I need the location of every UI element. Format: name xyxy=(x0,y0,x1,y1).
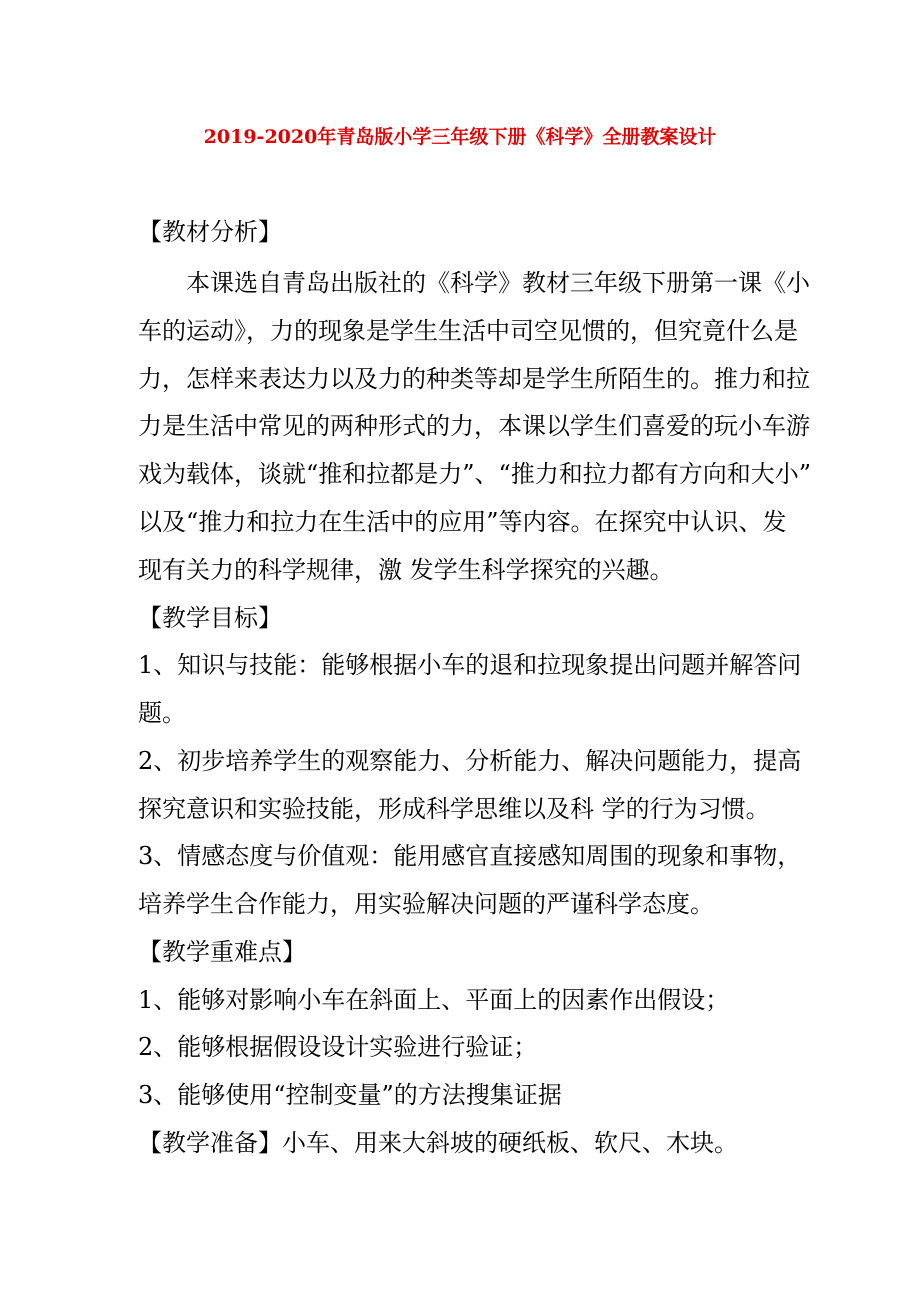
paragraph-line: 车的运动》，力的现象是学生生活中司空见惯的，但究竟什么是 xyxy=(138,317,798,345)
section-preparation: 【教学准备】小车、用来大斜坡的硬纸板、软尺、木块。 xyxy=(138,1129,738,1157)
paragraph-line: 1、能够对影响小车在斜面上、平面上的因素作出假设； xyxy=(138,986,730,1014)
paragraph-line: 探究意识和实验技能，形成科学思维以及科 学的行为习惯。 xyxy=(138,795,770,823)
document-title: 2019-2020年青岛版小学三年级下册《科学》全册教案设计 xyxy=(203,126,717,148)
paragraph-line: 现有关力的科学规律，激 发学生科学探究的兴趣。 xyxy=(138,556,674,584)
paragraph-line: 以及“推力和拉力在生活中的应用”等内容。在探究中认识、发 xyxy=(138,508,787,536)
paragraph-line: 3、能够使用“控制变量”的方法搜集证据 xyxy=(138,1081,562,1109)
paragraph-line: 戏为载体，谈就“推和拉都是力”、“推力和拉力都有方向和大小” xyxy=(138,460,812,488)
paragraph-line: 题。 xyxy=(138,699,186,727)
paragraph-line: 培养学生合作能力，用实验解决问题的严谨科学态度。 xyxy=(138,890,714,918)
paragraph-line: 3、情感态度与价值观：能用感官直接感知周围的现象和事物， xyxy=(138,842,802,870)
paragraph-line: 1、知识与技能：能够根据小车的退和拉现象提出问题并解答问 xyxy=(138,651,802,679)
paragraph-line: 2、能够根据假设设计实验进行验证； xyxy=(138,1033,538,1061)
section-heading-analysis: 【教材分析】 xyxy=(138,218,282,246)
section-heading-objectives: 【教学目标】 xyxy=(138,604,282,632)
paragraph-line: 2、初步培养学生的观察能力、分析能力、解决问题能力，提高 xyxy=(138,747,802,775)
section-heading-key-points: 【教学重难点】 xyxy=(138,938,306,966)
paragraph-line: 力是生活中常见的两种形式的力，本课以学生们喜爱的玩小车游 xyxy=(138,412,810,440)
paragraph-line: 本课选自青岛出版社的《科学》教材三年级下册第一课《小 xyxy=(186,269,810,297)
paragraph-line: 力，怎样来表达力以及力的种类等却是学生所陌生的。推力和拉 xyxy=(138,365,810,393)
